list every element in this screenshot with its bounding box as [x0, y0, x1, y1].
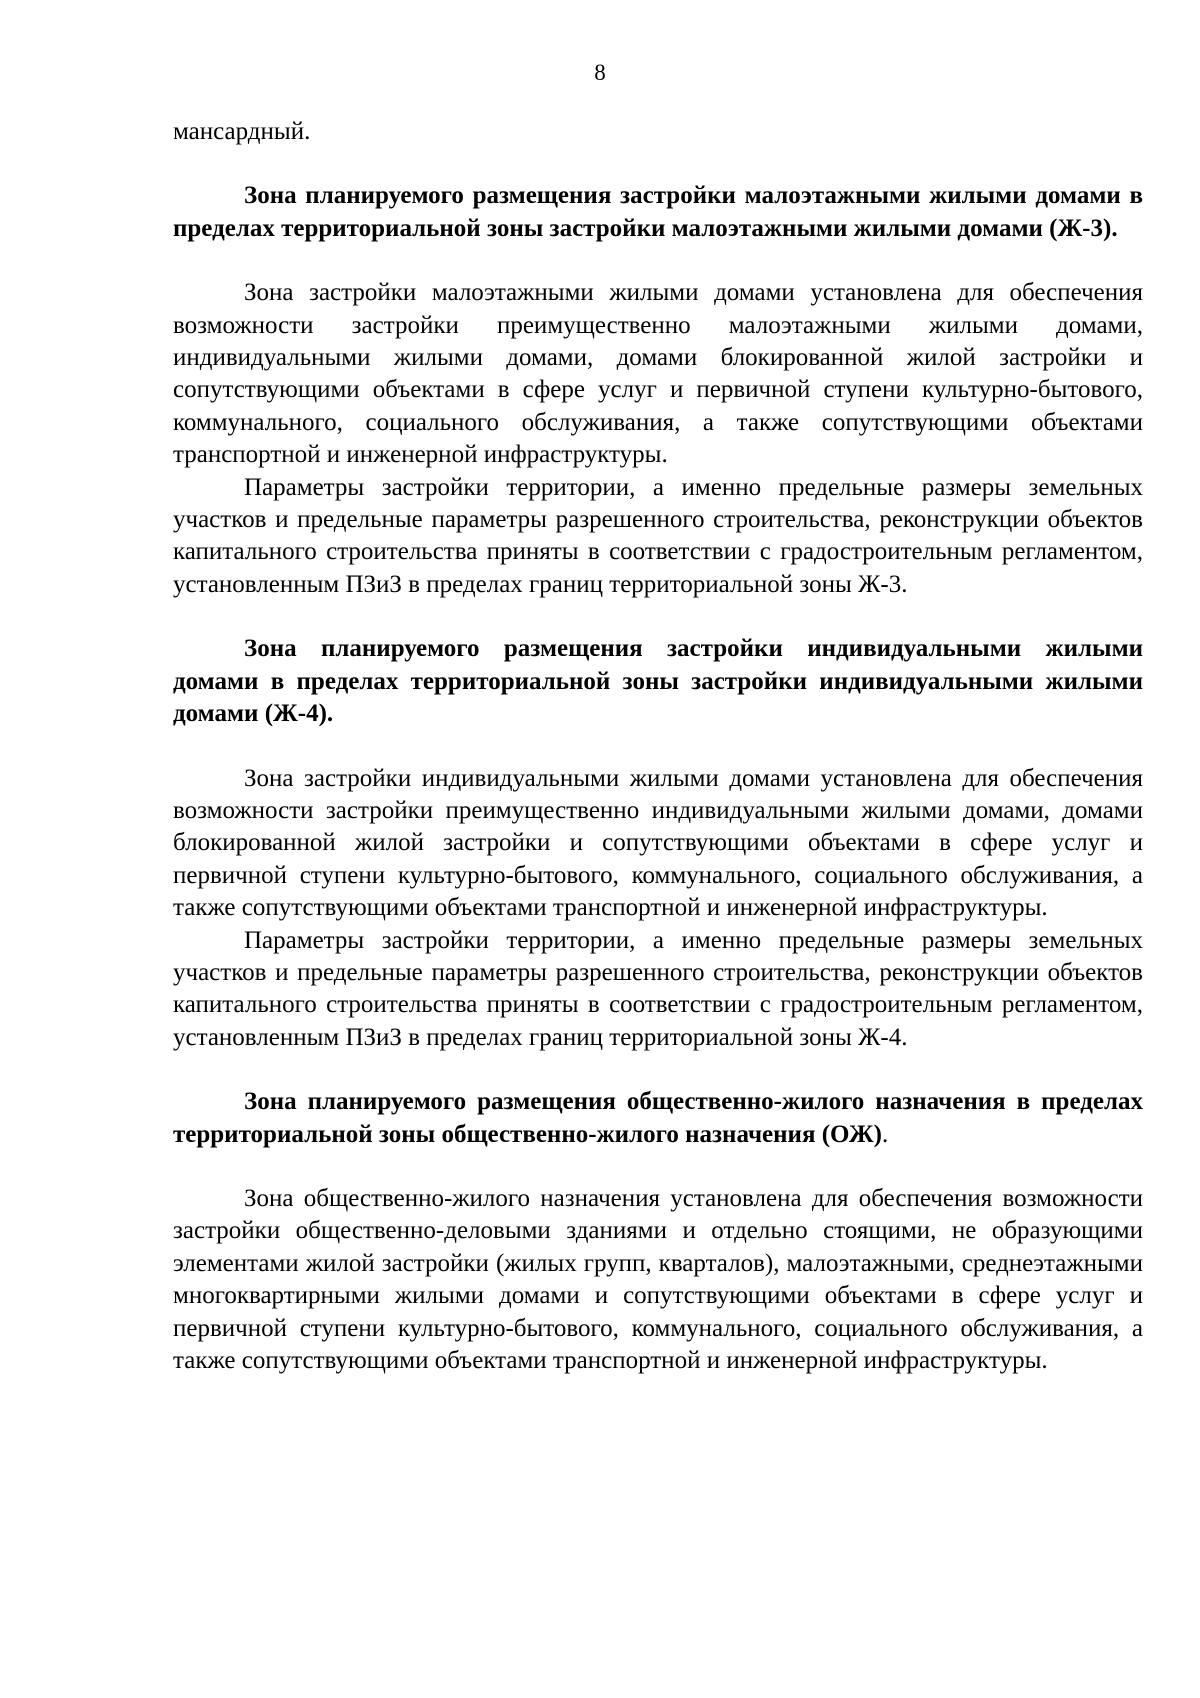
section-heading-ozh-wrapper [173, 1086, 1143, 1151]
paragraph-zh3-parameters: Параметры застройки территории, а именно предельные размеры земельных участков и предельные параметры разрешенного строительства, реконструкции объектов капитального строительства приняты в соответствии с градостроительным регламентом, установленным ПЗиЗ в пределах границ территориальной зоны Ж-3. [173, 473, 1143, 598]
section-heading-ozh-period: . [881, 1120, 889, 1148]
paragraph-zh4-purpose: Зона застройки индивидуальными жилыми домами установлена для обеспечения возможности застройки преимущественно индивидуальными жилыми домами, домами блокированной жилой застройки и сопутствующими объектами в сфере услуг и первичной ступени культурно-бытового, коммунального, социального обслуживания, а также сопутствующими объектами транспортной и инженерной инфраструктуры. [173, 764, 1143, 922]
continuation-text: мансардный. [173, 118, 311, 145]
section-heading-ozh: Зона планируемого размещения общественно-жилого назначения в пределах территориальной зоны общественно-жилого назначения (ОЖ) [173, 1088, 1143, 1148]
paragraph-ozh-purpose: Зона общественно-жилого назначения установлена для обеспечения возможности застройки общественно-деловыми зданиями и отдельно стоящими, не образующими элементами жилой застройки (жилых групп, кварталов), малоэтажными, среднеэтажными многоквартирными жилыми домами и сопутствующими объектами в сфере услуг и первичной ступени культурно-бытового, коммунального, социального обслуживания, а также сопутствующими объектами транспортной и инженерной инфраструктуры. [173, 1184, 1143, 1374]
paragraph-zh3-purpose: Зона застройки малоэтажными жилыми домами установлена для обеспечения возможности застройки преимущественно малоэтажными жилыми домами, индивидуальными жилыми домами, домами блокированной жилой застройки и сопутствующими объектами в сфере услуг и первичной ступени культурно-бытового, коммунального, социального обслуживания, а также сопутствующими объектами транспортной и инженерной инфраструктуры. [173, 279, 1143, 469]
section-heading-zh4: Зона планируемого размещения застройки индивидуальными жилыми домами в пределах территориальной зоны застройки индивидуальными жилыми домами (Ж-4). [173, 635, 1143, 728]
page-number: 8 [594, 60, 606, 85]
paragraph-zh4-parameters: Параметры застройки территории, а именно предельные размеры земельных участков и предельные параметры разрешенного строительства, реконструкции объектов капитального строительства приняты в соответствии с градостроительным регламентом, установленным ПЗиЗ в пределах границ территориальной зоны Ж-4. [173, 926, 1143, 1051]
section-heading-zh3: Зона планируемого размещения застройки малоэтажными жилыми домами в пределах территориальной зоны застройки малоэтажными жилыми домами (Ж-3). [173, 182, 1143, 242]
document-body [173, 116, 1143, 1377]
